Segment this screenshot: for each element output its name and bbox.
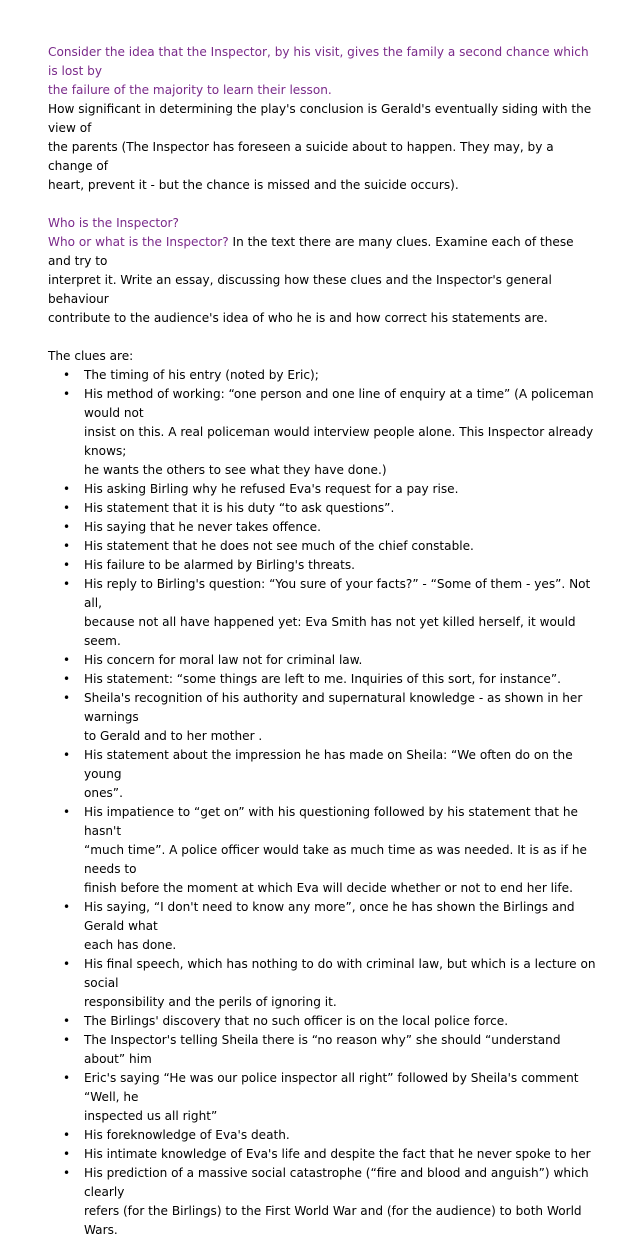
clue-line: His saying that he never takes offence. bbox=[84, 520, 321, 534]
clue-item bbox=[48, 898, 598, 955]
clue-item bbox=[48, 651, 598, 670]
clue-item bbox=[48, 575, 598, 651]
clue-line: His intimate knowledge of Eva's life and despite the fact that he never spoke to her bbox=[84, 1147, 591, 1161]
clue-list bbox=[48, 366, 598, 1240]
clue-line: His statement that it is his duty “to ask questions”. bbox=[84, 501, 395, 515]
clue-line: The Birlings' discovery that no such officer is on the local police force. bbox=[84, 1014, 509, 1028]
bullet-icon: • bbox=[63, 1071, 71, 1085]
clue-line: His final speech, which has nothing to do with criminal law, but which is a lecture on social bbox=[84, 957, 596, 990]
clue-line: because not all have happened yet: Eva Smith has not yet killed herself, it would seem. bbox=[84, 615, 576, 648]
clue-item bbox=[48, 1126, 598, 1145]
question-line: contribute to the audience's idea of who he is and how correct his statements are. bbox=[48, 311, 548, 325]
spacer bbox=[48, 328, 598, 347]
clue-line: Eric's saying “He was our police inspector all right” followed by Sheila's comment “Well, he bbox=[84, 1071, 579, 1104]
clues-heading: The clues are: bbox=[48, 349, 134, 363]
bullet-icon: • bbox=[63, 672, 71, 686]
clue-item bbox=[48, 1164, 598, 1240]
bullet-icon: • bbox=[63, 520, 71, 534]
clue-item bbox=[48, 803, 598, 898]
clue-line: His statement: “some things are left to me. Inquiries of this sort, for instance”. bbox=[84, 672, 561, 686]
clue-item bbox=[48, 366, 598, 385]
bullet-icon: • bbox=[63, 1166, 71, 1180]
clue-line: each has done. bbox=[84, 938, 177, 952]
intro-line: the parents (The Inspector has foreseen a suicide about to happen. They may, by a change of bbox=[48, 140, 554, 173]
clue-item bbox=[48, 499, 598, 518]
bullet-icon: • bbox=[63, 539, 71, 553]
intro-block bbox=[48, 43, 598, 195]
clue-line: His failure to be alarmed by Birling's threats. bbox=[84, 558, 355, 572]
clue-line: His foreknowledge of Eva's death. bbox=[84, 1128, 290, 1142]
clue-item bbox=[48, 556, 598, 575]
bullet-icon: • bbox=[63, 1033, 71, 1047]
question-line: interpret it. Write an essay, discussing how these clues and the Inspector's general behaviour bbox=[48, 273, 552, 306]
bullet-icon: • bbox=[63, 387, 71, 401]
bullet-icon: • bbox=[63, 1147, 71, 1161]
intro-line: Consider the idea that the Inspector, by his visit, gives the family a second chance which is lost by bbox=[48, 45, 589, 78]
bullet-icon: • bbox=[63, 368, 71, 382]
intro-line: How significant in determining the play's conclusion is Gerald's eventually siding with the view of bbox=[48, 102, 592, 135]
clue-item bbox=[48, 1031, 598, 1069]
question-line bbox=[48, 233, 598, 271]
inspector-section bbox=[48, 214, 598, 328]
bullet-icon: • bbox=[63, 900, 71, 914]
question-highlight: Who or what is the Inspector? bbox=[48, 235, 229, 249]
clue-line: he wants the others to see what they have done.) bbox=[84, 463, 387, 477]
clue-line: His impatience to “get on” with his questioning followed by his statement that he hasn't bbox=[84, 805, 578, 838]
clue-line: His reply to Birling's question: “You sure of your facts?” - “Some of them - yes”. Not all, bbox=[84, 577, 591, 610]
bullet-icon: • bbox=[63, 482, 71, 496]
clue-item bbox=[48, 537, 598, 556]
clue-line: to Gerald and to her mother . bbox=[84, 729, 263, 743]
bullet-icon: • bbox=[63, 577, 71, 591]
bullet-icon: • bbox=[63, 691, 71, 705]
clue-line: His statement that he does not see much of the chief constable. bbox=[84, 539, 474, 553]
clue-line: The Inspector's telling Sheila there is “no reason why” she should “understand about” him bbox=[84, 1033, 561, 1066]
clue-line: finish before the moment at which Eva will decide whether or not to end her life. bbox=[84, 881, 573, 895]
clue-line: Sheila's recognition of his authority and supernatural knowledge - as shown in her warnings bbox=[84, 691, 583, 724]
clue-item bbox=[48, 955, 598, 1012]
clue-line: His asking Birling why he refused Eva's request for a pay rise. bbox=[84, 482, 459, 496]
bullet-icon: • bbox=[63, 957, 71, 971]
clue-line: insist on this. A real policeman would interview people alone. This Inspector already knows; bbox=[84, 425, 594, 458]
intro-line: heart, prevent it - but the chance is missed and the suicide occurs). bbox=[48, 178, 459, 192]
clue-item bbox=[48, 670, 598, 689]
clue-item bbox=[48, 518, 598, 537]
clue-item bbox=[48, 689, 598, 746]
bullet-icon: • bbox=[63, 653, 71, 667]
bullet-icon: • bbox=[63, 501, 71, 515]
bullet-icon: • bbox=[63, 748, 71, 762]
clue-line: His prediction of a massive social catastrophe (“fire and blood and anguish”) which clearly bbox=[84, 1166, 589, 1199]
clue-item bbox=[48, 1069, 598, 1126]
clue-line: inspected us all right” bbox=[84, 1109, 218, 1123]
clue-line: His method of working: “one person and one line of enquiry at a time” (A policeman would not bbox=[84, 387, 594, 420]
clue-line: Wars. bbox=[84, 1223, 118, 1237]
spacer bbox=[48, 195, 598, 214]
clue-item bbox=[48, 385, 598, 480]
question-text: In the text there are many clues. Examine each of these and try to bbox=[48, 235, 574, 268]
clue-line: The timing of his entry (noted by Eric); bbox=[84, 368, 319, 382]
clue-line: His statement about the impression he has made on Sheila: “We often do on the young bbox=[84, 748, 573, 781]
clue-line: “much time”. A police officer would take as much time as was needed. It is as if he needs to bbox=[84, 843, 587, 876]
bullet-icon: • bbox=[63, 805, 71, 819]
clue-line: ones”. bbox=[84, 786, 123, 800]
clue-line: responsibility and the perils of ignoring it. bbox=[84, 995, 337, 1009]
intro-line: the failure of the majority to learn their lesson. bbox=[48, 83, 332, 97]
clue-item bbox=[48, 746, 598, 803]
clue-item bbox=[48, 1012, 598, 1031]
bullet-icon: • bbox=[63, 1128, 71, 1142]
section-heading: Who is the Inspector? bbox=[48, 216, 179, 230]
clue-item bbox=[48, 1145, 598, 1164]
bullet-icon: • bbox=[63, 558, 71, 572]
clue-line: His saying, “I don't need to know any more”, once he has shown the Birlings and Gerald what bbox=[84, 900, 575, 933]
clue-item bbox=[48, 480, 598, 499]
clue-line: refers (for the Birlings) to the First World War and (for the audience) to both World bbox=[84, 1204, 582, 1218]
clue-line: His concern for moral law not for criminal law. bbox=[84, 653, 363, 667]
bullet-icon: • bbox=[63, 1014, 71, 1028]
